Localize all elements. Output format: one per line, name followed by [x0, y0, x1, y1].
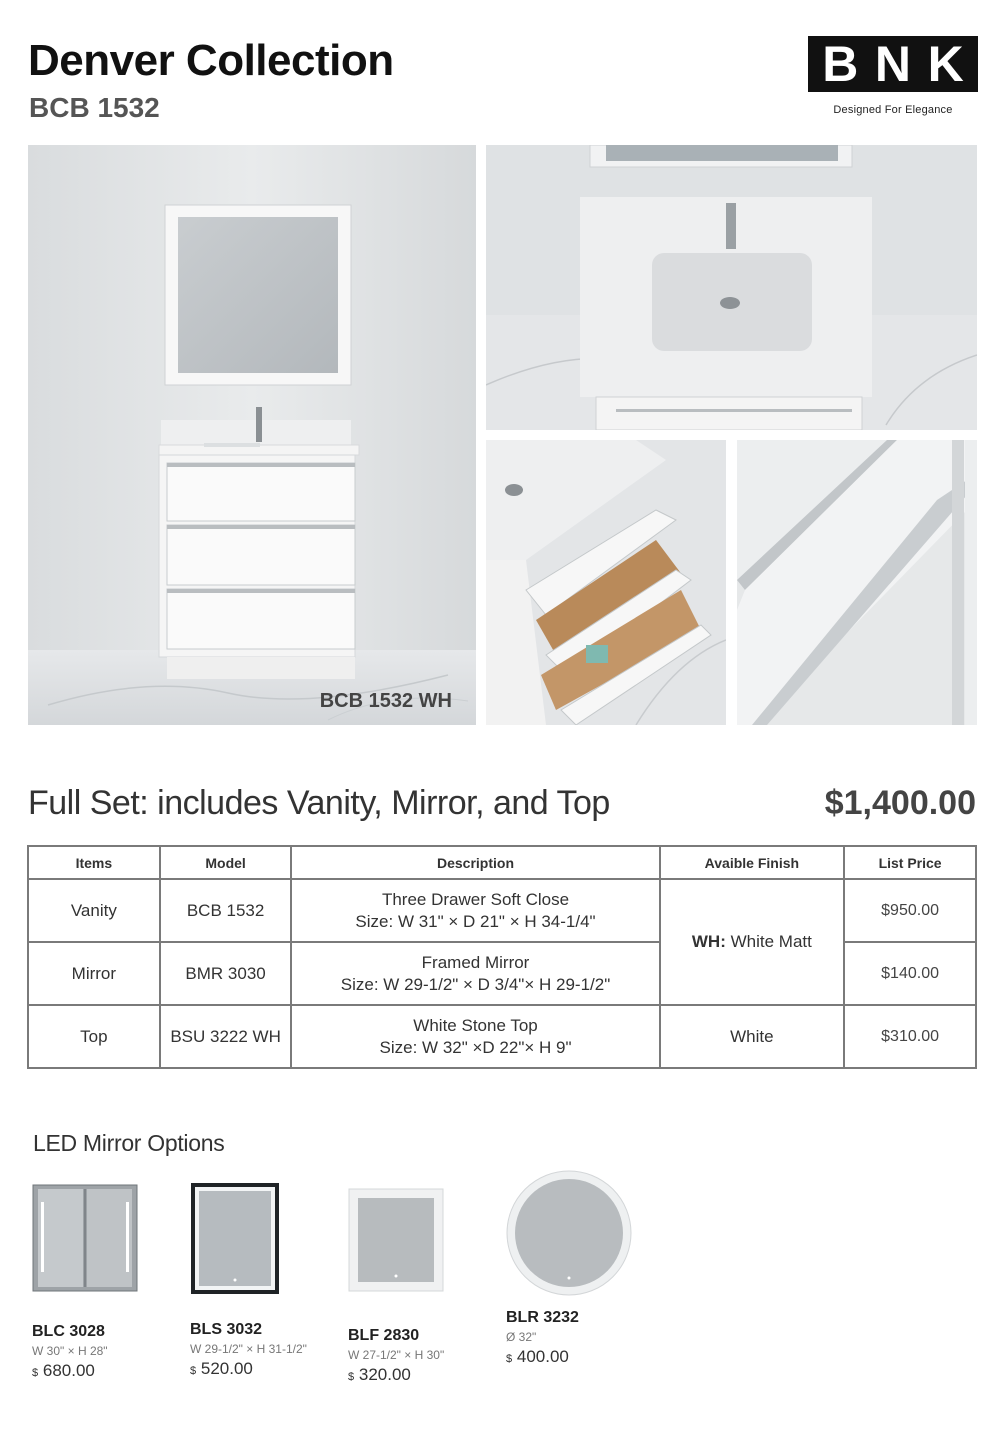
- logo-letter-k: K: [927, 36, 964, 92]
- mirror-size: W 27-1/2" × H 30": [348, 1348, 445, 1362]
- main-photo-caption: BCB 1532 WH: [319, 690, 452, 712]
- sink-illustration: [486, 145, 977, 430]
- mirror-model: BLR 3232: [506, 1309, 579, 1326]
- currency-symbol: $: [506, 1353, 513, 1365]
- model-subtitle: BCB 1532: [29, 92, 160, 123]
- cell-description: [291, 1005, 659, 1068]
- led-mirror-card: [348, 1170, 498, 1385]
- round-mirror-icon: [506, 1170, 632, 1296]
- led-mirror-card: [506, 1170, 656, 1367]
- brand-tagline: Designed For Elegance: [833, 104, 953, 116]
- frameless-mirror-icon: [348, 1188, 444, 1292]
- cell-model: BSU 3222 WH: [160, 1005, 292, 1068]
- header-items: Items: [28, 846, 160, 879]
- round-mirror-image: [506, 1170, 656, 1295]
- cell-item: Mirror: [28, 942, 160, 1005]
- cell-item: Vanity: [28, 879, 160, 942]
- black-frame-mirror-image: [190, 1182, 340, 1307]
- logo-letter-b: B: [822, 36, 859, 92]
- cell-description: [291, 942, 659, 1005]
- mirror-price: [190, 1359, 340, 1379]
- full-set-price: $1,400.00: [824, 784, 976, 822]
- cabinet-mirror-image: [32, 1184, 182, 1309]
- cabinet-mirror-icon: [32, 1184, 138, 1292]
- mirror-size: W 29-1/2" × H 31-1/2": [190, 1342, 307, 1356]
- vanity-illustration: [28, 145, 476, 725]
- mirror-price-value: 520.00: [200, 1359, 253, 1378]
- logo-mark: [808, 36, 978, 92]
- cell-model: BCB 1532: [160, 879, 292, 942]
- table-header-row: [28, 846, 976, 879]
- brand-logo: [808, 36, 978, 116]
- mirror-price: [506, 1347, 656, 1367]
- table-row: [28, 879, 976, 942]
- main-vanity-photo: [28, 145, 476, 725]
- header-finish: Avaible Finish: [660, 846, 845, 879]
- led-mirror-card: [32, 1170, 182, 1381]
- description-size: Size: W 32" ×D 22"× H 9": [379, 1037, 572, 1057]
- finish-code: WH:: [691, 932, 726, 951]
- frameless-mirror-image: [348, 1188, 498, 1313]
- handle-detail-photo: [737, 440, 977, 725]
- led-options-heading: LED Mirror Options: [33, 1130, 225, 1156]
- mirror-size: Ø 32": [506, 1330, 537, 1344]
- description-line: Three Drawer Soft Close: [381, 889, 570, 909]
- currency-symbol: $: [348, 1371, 355, 1383]
- finish-name: White Matt: [730, 932, 812, 951]
- sink-top-photo: [486, 145, 977, 430]
- currency-symbol: $: [32, 1367, 39, 1379]
- black-frame-mirror-icon: [190, 1182, 280, 1295]
- mirror-price: [348, 1365, 498, 1385]
- collection-title: Denver Collection: [28, 36, 394, 85]
- cell-finish: White: [660, 1005, 845, 1068]
- logo-letter-n: N: [874, 36, 912, 92]
- handle-illustration: [737, 440, 977, 725]
- led-mirror-card: [190, 1170, 340, 1379]
- cell-finish-shared: [660, 879, 845, 1005]
- cell-model: BMR 3030: [160, 942, 292, 1005]
- header-description: Description: [291, 846, 659, 879]
- header-price: List Price: [844, 846, 976, 879]
- full-set-heading: Full Set: includes Vanity, Mirror, and Top: [28, 784, 610, 822]
- mirror-model: BLF 2830: [348, 1327, 420, 1344]
- mirror-price-value: 680.00: [42, 1361, 95, 1380]
- cell-price: $310.00: [844, 1005, 976, 1068]
- drawers-photo: [486, 440, 726, 725]
- header-model: Model: [160, 846, 292, 879]
- mirror-size: W 30" × H 28": [32, 1344, 108, 1358]
- spec-table: [27, 845, 977, 1069]
- cell-price: $950.00: [844, 879, 976, 942]
- cell-price: $140.00: [844, 942, 976, 1005]
- currency-symbol: $: [190, 1365, 197, 1377]
- drawers-illustration: [486, 440, 726, 725]
- table-row: [28, 1005, 976, 1068]
- cell-description: [291, 879, 659, 942]
- mirror-price-value: 400.00: [516, 1347, 569, 1366]
- mirror-price-value: 320.00: [358, 1365, 411, 1384]
- mirror-model: BLC 3028: [32, 1323, 105, 1340]
- cell-item: Top: [28, 1005, 160, 1068]
- mirror-price: [32, 1361, 182, 1381]
- description-size: Size: W 29-1/2" × D 3/4"× H 29-1/2": [340, 974, 611, 994]
- description-line: Framed Mirror: [421, 952, 530, 972]
- description-line: White Stone Top: [413, 1015, 538, 1035]
- mirror-model: BLS 3032: [190, 1321, 263, 1338]
- description-size: Size: W 31" × D 21" × H 34-1/4": [355, 911, 596, 931]
